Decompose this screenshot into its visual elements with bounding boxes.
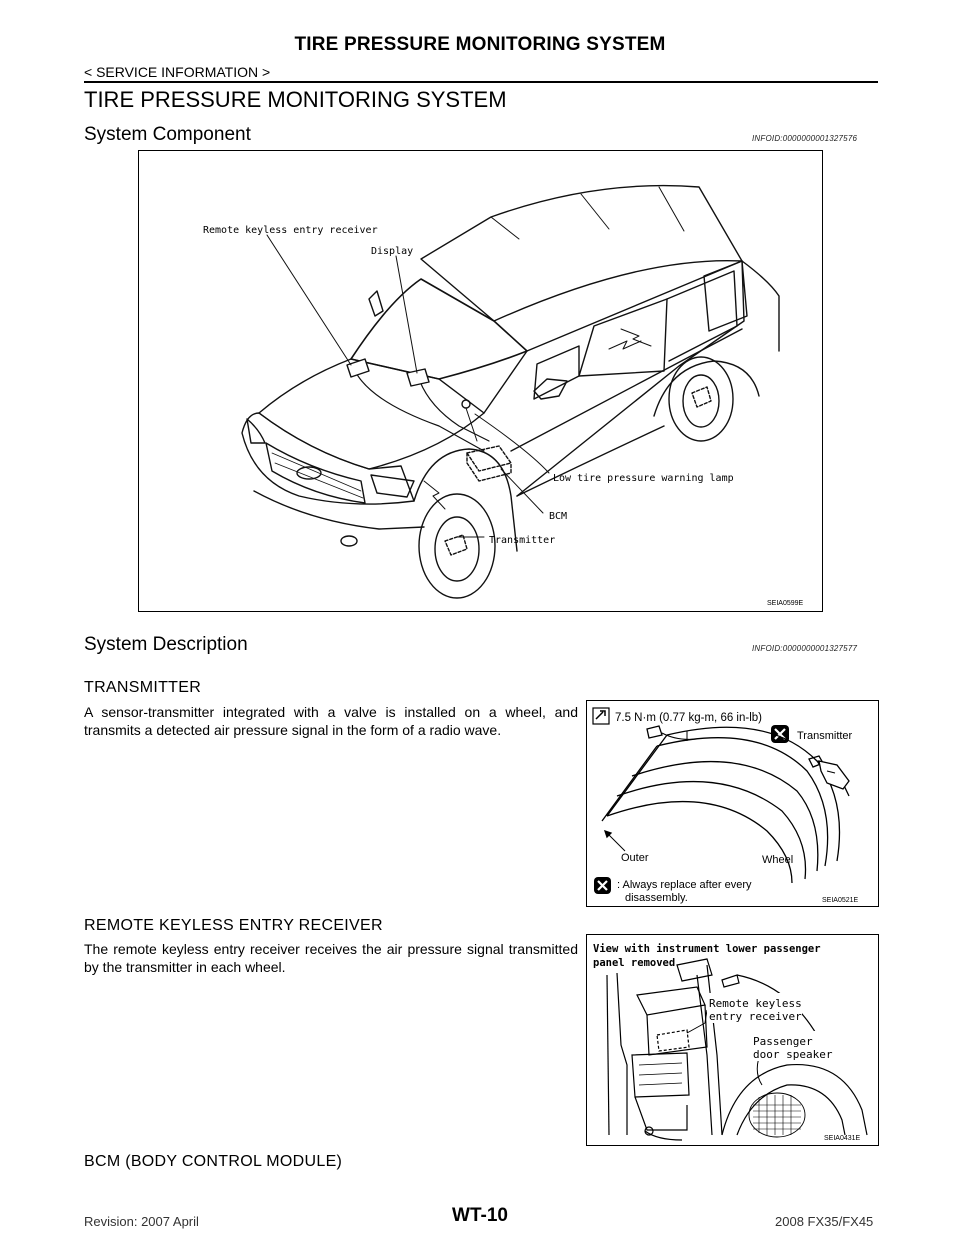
vehicle-component-figure xyxy=(138,150,823,612)
vehicle-illustration xyxy=(139,151,822,611)
footer-model: 2008 FX35/FX45 xyxy=(775,1214,874,1229)
label-low-tire-lamp: Low tire pressure warning lamp xyxy=(553,473,734,484)
speaker-label-line2: door speaker xyxy=(753,1048,833,1061)
receiver-location-figure xyxy=(586,934,879,1146)
view-note-line2: panel removed xyxy=(593,957,676,969)
outer-label: Outer xyxy=(621,852,649,864)
footer-page-number: WT-10 xyxy=(452,1205,508,1226)
section-title: TIRE PRESSURE MONITORING SYSTEM xyxy=(84,87,507,112)
bcm-heading: BCM (BODY CONTROL MODULE) xyxy=(84,1153,343,1170)
receiver-label-line2: entry receiver xyxy=(709,1010,802,1023)
figure-code: SEIA0599E xyxy=(767,600,804,607)
label-bcm: BCM xyxy=(549,511,568,522)
figure-code: SEIA0521E xyxy=(822,897,859,904)
header-divider xyxy=(84,81,878,83)
speaker-grille xyxy=(753,1095,801,1135)
replace-note-line1: : Always replace after every xyxy=(617,879,752,891)
label-display: Display xyxy=(371,246,414,257)
figure-code: SEIA0431E xyxy=(824,1135,861,1142)
transmitter-heading: TRANSMITTER xyxy=(84,679,202,696)
torque-wrench-icon xyxy=(593,708,609,724)
label-remote-keyless: Remote keyless entry receiver xyxy=(203,225,378,236)
remote-keyless-paragraph: The remote keyless entry receiver receives the air pressure signal transmitted by the transmitter in each wheel. xyxy=(84,941,578,975)
system-component-heading: System Component xyxy=(84,124,251,145)
transmitter-label: Transmitter xyxy=(797,730,853,742)
receiver-label-line1: Remote keyless xyxy=(709,997,802,1010)
replace-note-line2: disassembly. xyxy=(625,892,688,904)
speaker-label-line1: Passenger xyxy=(753,1035,813,1048)
footer-revision: Revision: 2007 April xyxy=(84,1214,199,1229)
torque-spec: 7.5 N·m (0.77 kg-m, 66 in-lb) xyxy=(615,712,762,724)
view-note-line1: View with instrument lower passenger xyxy=(593,943,821,955)
transmitter-figure xyxy=(586,700,879,907)
running-header-subtitle: < SERVICE INFORMATION > xyxy=(84,64,271,80)
remote-keyless-heading: REMOTE KEYLESS ENTRY RECEIVER xyxy=(84,917,383,934)
wheel-label: Wheel xyxy=(762,854,794,866)
system-description-infoid: INFOID:0000000001327577 xyxy=(752,644,858,653)
system-component-infoid: INFOID:0000000001327576 xyxy=(752,134,858,143)
running-header-title: TIRE PRESSURE MONITORING SYSTEM xyxy=(294,34,666,55)
system-description-heading: System Description xyxy=(84,634,248,655)
replace-icon xyxy=(594,877,611,894)
label-transmitter: Transmitter xyxy=(489,535,556,546)
transmitter-paragraph: A sensor-transmitter integrated with a valve is installed on a wheel, and transmits a detected air pressure signal in the form of a radio wave. xyxy=(84,704,578,738)
